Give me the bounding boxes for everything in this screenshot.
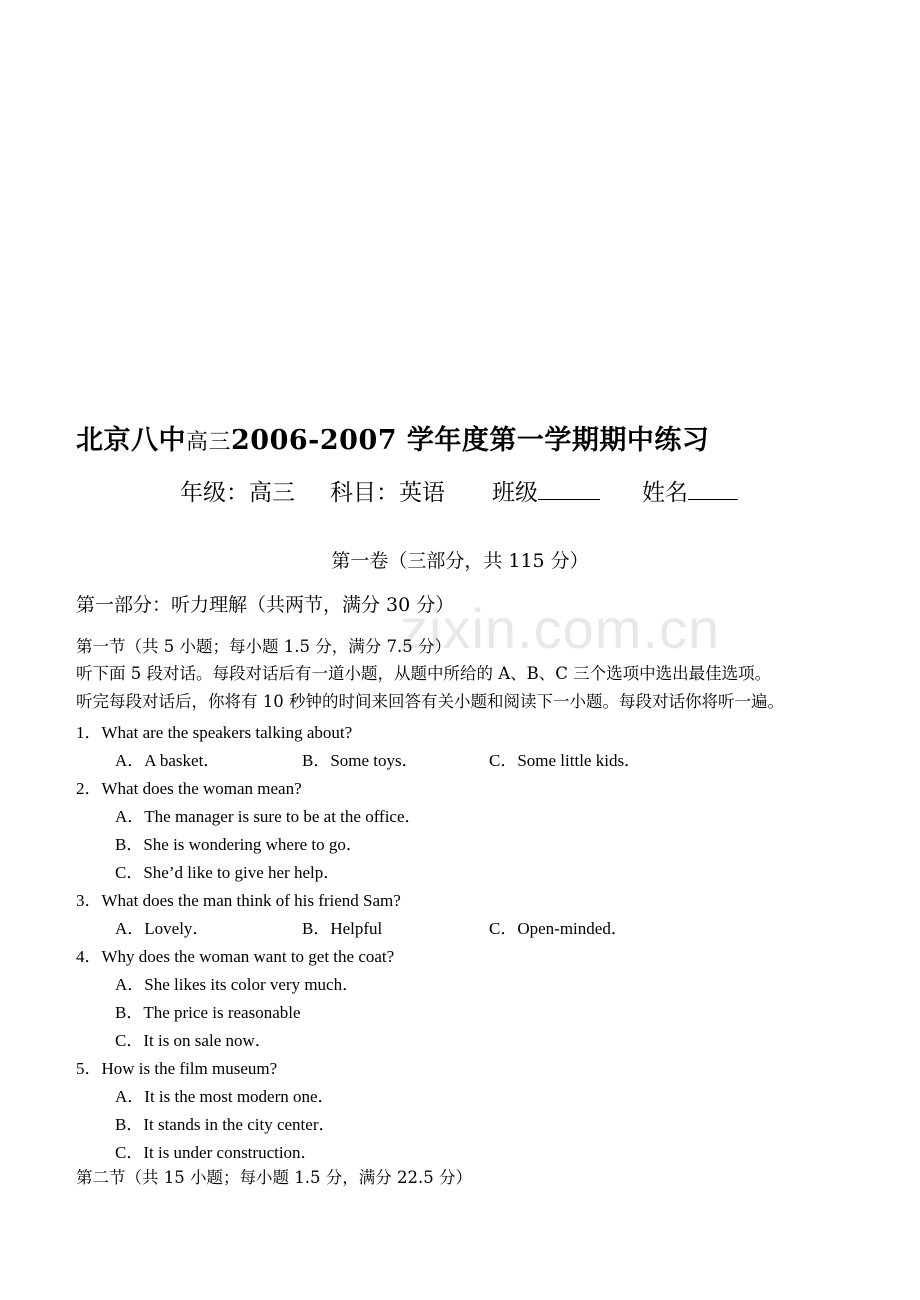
question-3-option-a: A．Lovely．: [115, 919, 210, 938]
question-1-stem: 1．What are the speakers talking about?: [76, 723, 353, 742]
class-blank[interactable]: [538, 477, 600, 500]
question-5-option-b: B．It stands in the city center．: [115, 1115, 336, 1134]
title-grade: 高三: [186, 430, 232, 455]
class-field: [492, 474, 600, 507]
section1-title: 第一节（共 5 小题；每小题 1.5 分，满分 7.5 分）: [76, 637, 451, 656]
subject-label: 科目：英语: [330, 480, 445, 506]
name-field: [642, 474, 738, 507]
section1-instruction-1: 听下面 5 段对话。每段对话后有一道小题，从题中所给的 A、B、C 三个选项中选出最佳选项。: [76, 664, 772, 683]
section2-title: 第二节（共 15 小题；每小题 1.5 分，满分 22.5 分）: [76, 1168, 472, 1187]
question-1-option-c: C．Some little kids．: [489, 751, 642, 770]
question-4-option-a: A．She likes its color very much．: [115, 975, 360, 994]
question-3-stem: 3．What does the man think of his friend Sam?: [76, 891, 401, 910]
question-2-option-c: C．She’d like to give her help．: [115, 863, 341, 882]
question-5-option-c: C．It is under construction．: [115, 1143, 318, 1162]
document-title: [76, 418, 709, 457]
question-5-stem: 5．How is the film museum?: [76, 1059, 278, 1078]
title-term: 2006-2007 学年度第一学期期中练习: [231, 425, 710, 456]
question-1-option-b: B．Some toys．: [302, 751, 419, 770]
question-4-option-c: C．It is on sale now．: [115, 1031, 272, 1050]
section1-instruction-2: 听完每段对话后，你将有 10 秒钟的时间来回答有关小题和阅读下一小题。每段对话你将听一遍。: [76, 692, 784, 711]
volume-title: 第一卷（三部分，共 115 分）: [331, 550, 589, 572]
question-4-stem: 4．Why does the woman want to get the coat?: [76, 947, 395, 966]
name-blank[interactable]: [688, 477, 738, 500]
part1-title: 第一部分：听力理解（共两节，满分 30 分）: [76, 594, 455, 616]
question-4-option-b: B．The price is reasonable: [115, 1003, 301, 1022]
question-2-option-a: A．The manager is sure to be at the office．: [115, 807, 422, 826]
question-3-option-c: C．Open-minded．: [489, 919, 628, 938]
grade-label: 年级：高三: [180, 480, 295, 506]
class-label: 班级: [492, 480, 538, 506]
title-school: 北京八中: [76, 425, 186, 456]
question-2-stem: 2．What does the woman mean?: [76, 779, 302, 798]
watermark: zixin.com.cn: [400, 597, 721, 660]
question-2-option-b: B．She is wondering where to go．: [115, 835, 363, 854]
question-1-option-a: A．A basket．: [115, 751, 221, 770]
question-3-option-b: B．Helpful: [302, 919, 383, 938]
question-5-option-a: A．It is the most modern one．: [115, 1087, 335, 1106]
name-label: 姓名: [642, 480, 688, 506]
